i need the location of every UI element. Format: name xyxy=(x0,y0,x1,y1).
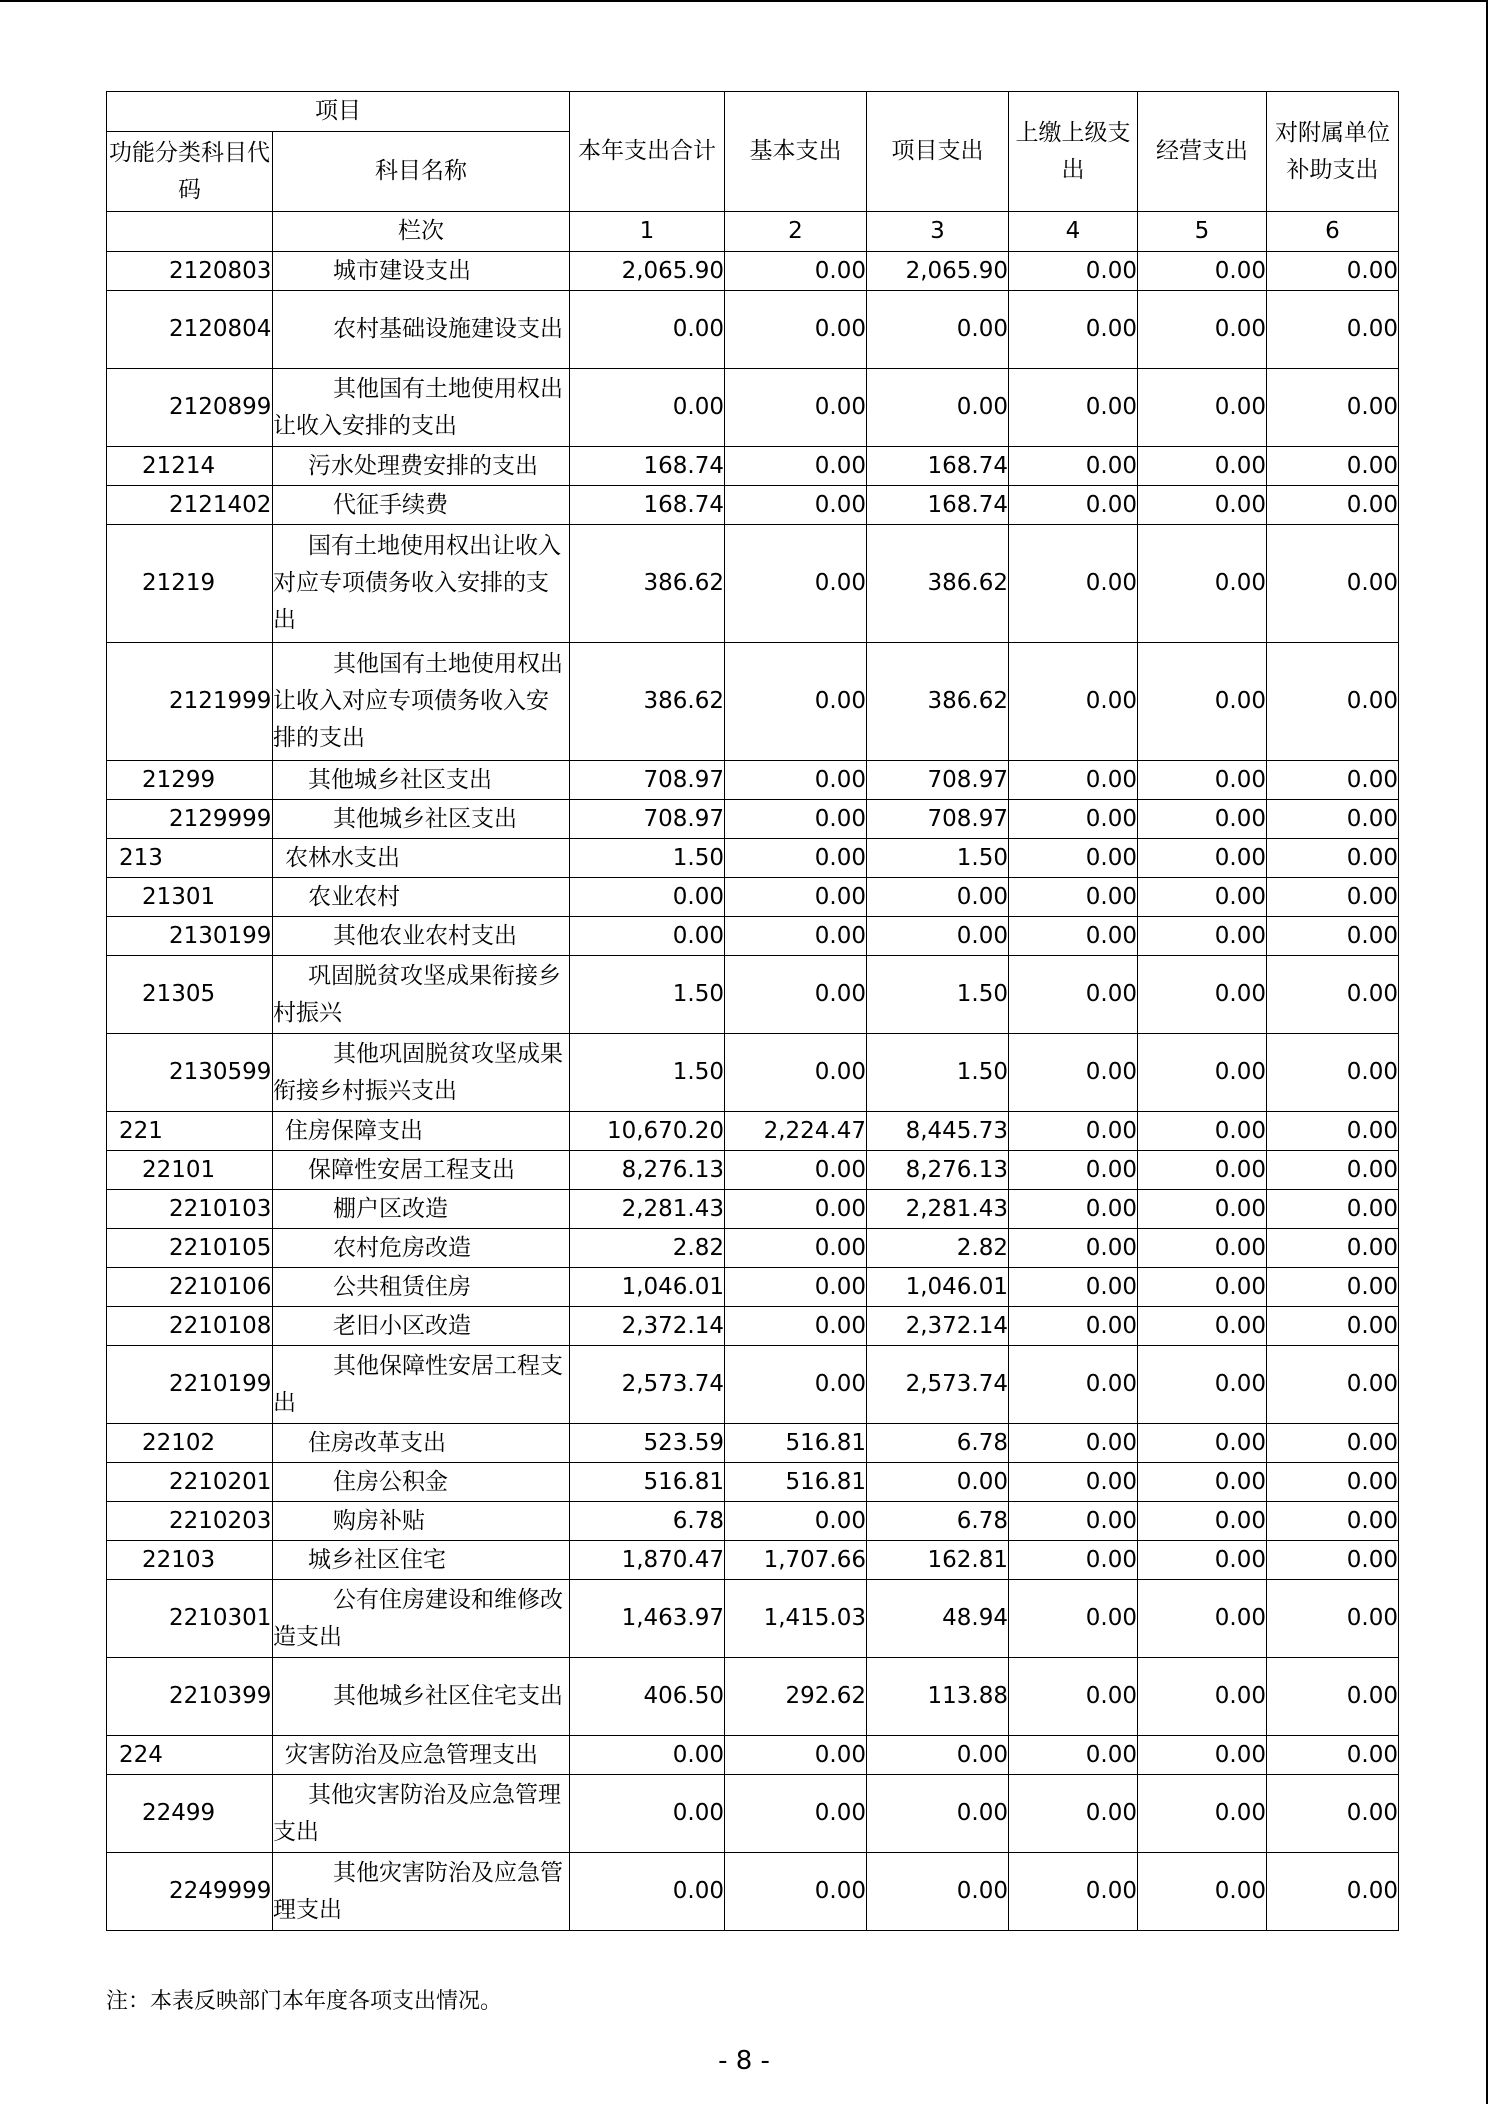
header-index-4: 4 xyxy=(1009,212,1138,252)
row-name: 公共租赁住房 xyxy=(273,1268,570,1307)
table-note: 注：本表反映部门本年度各项支出情况。 xyxy=(106,1989,503,2014)
row-value-col-4: 0.00 xyxy=(1009,1229,1138,1268)
header-index-5: 5 xyxy=(1138,212,1267,252)
row-value-col-4: 0.00 xyxy=(1009,1112,1138,1151)
row-value-col-6: 0.00 xyxy=(1267,839,1399,878)
row-value-col-4: 0.00 xyxy=(1009,1775,1138,1853)
row-value-col-5: 0.00 xyxy=(1138,1034,1267,1112)
row-value-col-1: 8,276.13 xyxy=(570,1151,725,1190)
row-code: 2120804 xyxy=(107,291,273,369)
row-value-col-2: 1,415.03 xyxy=(725,1580,867,1658)
row-name: 其他农业农村支出 xyxy=(273,917,570,956)
row-name: 灾害防治及应急管理支出 xyxy=(273,1736,570,1775)
header-index-6: 6 xyxy=(1267,212,1399,252)
row-value-col-5: 0.00 xyxy=(1138,1112,1267,1151)
header-name-label: 科目名称 xyxy=(273,132,570,212)
row-value-col-6: 0.00 xyxy=(1267,1541,1399,1580)
row-value-col-2: 0.00 xyxy=(725,525,867,643)
row-value-col-4: 0.00 xyxy=(1009,1307,1138,1346)
table-row xyxy=(107,1034,1399,1112)
row-value-col-2: 1,707.66 xyxy=(725,1541,867,1580)
row-value-col-3: 0.00 xyxy=(867,369,1009,447)
row-name: 住房保障支出 xyxy=(273,1112,570,1151)
row-name: 公有住房建设和维修改造支出 xyxy=(273,1580,570,1658)
row-code: 224 xyxy=(107,1736,273,1775)
row-value-col-6: 0.00 xyxy=(1267,447,1399,486)
row-value-col-1: 0.00 xyxy=(570,878,725,917)
table-body xyxy=(107,252,1399,1931)
row-value-col-2: 0.00 xyxy=(725,291,867,369)
row-value-col-1: 0.00 xyxy=(570,369,725,447)
row-value-col-2: 0.00 xyxy=(725,1736,867,1775)
table-row xyxy=(107,369,1399,447)
row-value-col-2: 0.00 xyxy=(725,252,867,291)
table-row xyxy=(107,1463,1399,1502)
row-code: 2210201 xyxy=(107,1463,273,1502)
row-value-col-5: 0.00 xyxy=(1138,1658,1267,1736)
row-value-col-1: 1,463.97 xyxy=(570,1580,725,1658)
row-value-col-2: 0.00 xyxy=(725,1190,867,1229)
row-value-col-3: 8,445.73 xyxy=(867,1112,1009,1151)
row-value-col-6: 0.00 xyxy=(1267,1658,1399,1736)
row-value-col-3: 0.00 xyxy=(867,878,1009,917)
row-value-col-4: 0.00 xyxy=(1009,252,1138,291)
row-value-col-2: 0.00 xyxy=(725,1307,867,1346)
row-value-col-6: 0.00 xyxy=(1267,1034,1399,1112)
header-col-3: 项目支出 xyxy=(867,92,1009,212)
row-name: 其他保障性安居工程支出 xyxy=(273,1346,570,1424)
header-index-2: 2 xyxy=(725,212,867,252)
row-value-col-4: 0.00 xyxy=(1009,643,1138,761)
row-value-col-6: 0.00 xyxy=(1267,643,1399,761)
row-name: 代征手续费 xyxy=(273,486,570,525)
row-value-col-3: 0.00 xyxy=(867,291,1009,369)
row-value-col-1: 168.74 xyxy=(570,486,725,525)
table-row xyxy=(107,1307,1399,1346)
row-value-col-1: 10,670.20 xyxy=(570,1112,725,1151)
row-code: 2210199 xyxy=(107,1346,273,1424)
header-col-2: 基本支出 xyxy=(725,92,867,212)
row-value-col-6: 0.00 xyxy=(1267,800,1399,839)
row-value-col-5: 0.00 xyxy=(1138,1346,1267,1424)
row-value-col-2: 2,224.47 xyxy=(725,1112,867,1151)
row-code: 2249999 xyxy=(107,1853,273,1931)
row-value-col-6: 0.00 xyxy=(1267,956,1399,1034)
header-col-5: 经营支出 xyxy=(1138,92,1267,212)
expenditure-table xyxy=(106,91,1399,1931)
row-value-col-2: 0.00 xyxy=(725,369,867,447)
row-value-col-2: 0.00 xyxy=(725,1502,867,1541)
table-row xyxy=(107,1736,1399,1775)
row-value-col-3: 708.97 xyxy=(867,800,1009,839)
row-value-col-3: 0.00 xyxy=(867,1463,1009,1502)
row-value-col-4: 0.00 xyxy=(1009,800,1138,839)
row-value-col-3: 168.74 xyxy=(867,447,1009,486)
row-value-col-1: 0.00 xyxy=(570,1775,725,1853)
table-row xyxy=(107,1424,1399,1463)
table-row xyxy=(107,486,1399,525)
row-value-col-6: 0.00 xyxy=(1267,1268,1399,1307)
row-name: 其他城乡社区住宅支出 xyxy=(273,1658,570,1736)
row-value-col-6: 0.00 xyxy=(1267,1112,1399,1151)
table-row xyxy=(107,1853,1399,1931)
row-code: 2130199 xyxy=(107,917,273,956)
table-row xyxy=(107,800,1399,839)
table-row xyxy=(107,1229,1399,1268)
table-row xyxy=(107,252,1399,291)
row-value-col-5: 0.00 xyxy=(1138,1424,1267,1463)
row-value-col-5: 0.00 xyxy=(1138,1268,1267,1307)
row-value-col-2: 0.00 xyxy=(725,486,867,525)
row-code: 2130599 xyxy=(107,1034,273,1112)
table-row xyxy=(107,1151,1399,1190)
row-value-col-6: 0.00 xyxy=(1267,1736,1399,1775)
row-value-col-3: 6.78 xyxy=(867,1502,1009,1541)
row-value-col-3: 1.50 xyxy=(867,839,1009,878)
row-name: 其他城乡社区支出 xyxy=(273,761,570,800)
row-value-col-5: 0.00 xyxy=(1138,878,1267,917)
row-value-col-3: 0.00 xyxy=(867,1736,1009,1775)
row-value-col-6: 0.00 xyxy=(1267,486,1399,525)
row-value-col-6: 0.00 xyxy=(1267,1580,1399,1658)
row-value-col-2: 516.81 xyxy=(725,1424,867,1463)
row-value-col-5: 0.00 xyxy=(1138,369,1267,447)
row-code: 21214 xyxy=(107,447,273,486)
row-code: 21299 xyxy=(107,761,273,800)
row-value-col-5: 0.00 xyxy=(1138,839,1267,878)
row-value-col-5: 0.00 xyxy=(1138,252,1267,291)
table-row xyxy=(107,1775,1399,1853)
table-row xyxy=(107,761,1399,800)
row-value-col-3: 2,372.14 xyxy=(867,1307,1009,1346)
row-value-col-1: 406.50 xyxy=(570,1658,725,1736)
header-index-blank xyxy=(107,212,273,252)
row-value-col-1: 2,065.90 xyxy=(570,252,725,291)
table-row xyxy=(107,1190,1399,1229)
row-value-col-6: 0.00 xyxy=(1267,1853,1399,1931)
row-value-col-3: 1.50 xyxy=(867,1034,1009,1112)
row-value-col-2: 0.00 xyxy=(725,1151,867,1190)
table-row xyxy=(107,1346,1399,1424)
table-row xyxy=(107,1580,1399,1658)
row-code: 21305 xyxy=(107,956,273,1034)
row-value-col-1: 386.62 xyxy=(570,643,725,761)
row-value-col-6: 0.00 xyxy=(1267,878,1399,917)
row-value-col-5: 0.00 xyxy=(1138,1853,1267,1931)
row-value-col-3: 2,281.43 xyxy=(867,1190,1009,1229)
row-value-col-5: 0.00 xyxy=(1138,917,1267,956)
header-index-3: 3 xyxy=(867,212,1009,252)
row-value-col-1: 0.00 xyxy=(570,1736,725,1775)
row-value-col-1: 386.62 xyxy=(570,525,725,643)
row-value-col-4: 0.00 xyxy=(1009,1424,1138,1463)
row-value-col-4: 0.00 xyxy=(1009,917,1138,956)
row-name: 其他灾害防治及应急管理支出 xyxy=(273,1853,570,1931)
row-value-col-4: 0.00 xyxy=(1009,1346,1138,1424)
row-value-col-4: 0.00 xyxy=(1009,1541,1138,1580)
row-name: 住房公积金 xyxy=(273,1463,570,1502)
row-value-col-4: 0.00 xyxy=(1009,291,1138,369)
row-value-col-6: 0.00 xyxy=(1267,1463,1399,1502)
row-name: 农林水支出 xyxy=(273,839,570,878)
row-value-col-2: 0.00 xyxy=(725,643,867,761)
header-index-label: 栏次 xyxy=(273,212,570,252)
page-number: - 8 - xyxy=(718,2046,770,2076)
row-value-col-3: 0.00 xyxy=(867,1775,1009,1853)
row-value-col-6: 0.00 xyxy=(1267,1190,1399,1229)
row-value-col-1: 2,573.74 xyxy=(570,1346,725,1424)
row-value-col-1: 6.78 xyxy=(570,1502,725,1541)
row-value-col-4: 0.00 xyxy=(1009,761,1138,800)
row-name: 国有土地使用权出让收入对应专项债务收入安排的支出 xyxy=(273,525,570,643)
row-value-col-3: 168.74 xyxy=(867,486,1009,525)
row-value-col-4: 0.00 xyxy=(1009,1463,1138,1502)
row-value-col-6: 0.00 xyxy=(1267,1502,1399,1541)
row-code: 21219 xyxy=(107,525,273,643)
row-name: 保障性安居工程支出 xyxy=(273,1151,570,1190)
row-name: 其他灾害防治及应急管理支出 xyxy=(273,1775,570,1853)
row-name: 其他城乡社区支出 xyxy=(273,800,570,839)
row-code: 2210105 xyxy=(107,1229,273,1268)
row-code: 2120803 xyxy=(107,252,273,291)
row-value-col-2: 0.00 xyxy=(725,917,867,956)
header-col-1: 本年支出合计 xyxy=(570,92,725,212)
row-value-col-5: 0.00 xyxy=(1138,1151,1267,1190)
page-top-border xyxy=(0,0,1488,2)
row-value-col-4: 0.00 xyxy=(1009,878,1138,917)
row-value-col-3: 386.62 xyxy=(867,643,1009,761)
table-row xyxy=(107,1658,1399,1736)
row-value-col-3: 2,573.74 xyxy=(867,1346,1009,1424)
row-value-col-3: 2,065.90 xyxy=(867,252,1009,291)
row-name: 农村基础设施建设支出 xyxy=(273,291,570,369)
row-value-col-2: 516.81 xyxy=(725,1463,867,1502)
row-value-col-2: 0.00 xyxy=(725,1034,867,1112)
row-value-col-3: 386.62 xyxy=(867,525,1009,643)
row-code: 22103 xyxy=(107,1541,273,1580)
row-code: 2210399 xyxy=(107,1658,273,1736)
row-value-col-2: 0.00 xyxy=(725,1229,867,1268)
row-value-col-6: 0.00 xyxy=(1267,1151,1399,1190)
table-row xyxy=(107,1112,1399,1151)
row-value-col-6: 0.00 xyxy=(1267,917,1399,956)
row-value-col-1: 2,372.14 xyxy=(570,1307,725,1346)
row-value-col-5: 0.00 xyxy=(1138,800,1267,839)
row-value-col-3: 48.94 xyxy=(867,1580,1009,1658)
row-value-col-6: 0.00 xyxy=(1267,252,1399,291)
row-value-col-2: 0.00 xyxy=(725,878,867,917)
table-row xyxy=(107,1502,1399,1541)
row-value-col-1: 0.00 xyxy=(570,291,725,369)
row-name: 农村危房改造 xyxy=(273,1229,570,1268)
row-value-col-1: 1.50 xyxy=(570,1034,725,1112)
row-value-col-4: 0.00 xyxy=(1009,839,1138,878)
table-row xyxy=(107,1541,1399,1580)
row-value-col-1: 516.81 xyxy=(570,1463,725,1502)
row-value-col-4: 0.00 xyxy=(1009,1853,1138,1931)
row-code: 21301 xyxy=(107,878,273,917)
row-value-col-6: 0.00 xyxy=(1267,291,1399,369)
row-value-col-6: 0.00 xyxy=(1267,369,1399,447)
row-name: 污水处理费安排的支出 xyxy=(273,447,570,486)
row-code: 213 xyxy=(107,839,273,878)
table-row xyxy=(107,839,1399,878)
row-value-col-4: 0.00 xyxy=(1009,1034,1138,1112)
row-value-col-3: 6.78 xyxy=(867,1424,1009,1463)
row-value-col-3: 1,046.01 xyxy=(867,1268,1009,1307)
row-value-col-3: 8,276.13 xyxy=(867,1151,1009,1190)
row-value-col-5: 0.00 xyxy=(1138,643,1267,761)
row-code: 2129999 xyxy=(107,800,273,839)
table-row xyxy=(107,291,1399,369)
row-value-col-3: 0.00 xyxy=(867,917,1009,956)
row-name: 农业农村 xyxy=(273,878,570,917)
row-name: 住房改革支出 xyxy=(273,1424,570,1463)
row-value-col-2: 0.00 xyxy=(725,761,867,800)
table-row xyxy=(107,956,1399,1034)
row-value-col-4: 0.00 xyxy=(1009,1736,1138,1775)
row-value-col-6: 0.00 xyxy=(1267,1424,1399,1463)
table-row xyxy=(107,917,1399,956)
table-row xyxy=(107,447,1399,486)
row-code: 2121402 xyxy=(107,486,273,525)
row-value-col-2: 0.00 xyxy=(725,1346,867,1424)
row-value-col-1: 0.00 xyxy=(570,1853,725,1931)
row-value-col-3: 113.88 xyxy=(867,1658,1009,1736)
row-value-col-4: 0.00 xyxy=(1009,525,1138,643)
row-value-col-2: 292.62 xyxy=(725,1658,867,1736)
row-value-col-3: 1.50 xyxy=(867,956,1009,1034)
row-code: 2210108 xyxy=(107,1307,273,1346)
row-value-col-5: 0.00 xyxy=(1138,1775,1267,1853)
row-value-col-1: 708.97 xyxy=(570,800,725,839)
row-code: 221 xyxy=(107,1112,273,1151)
header-col-4: 上缴上级支出 xyxy=(1009,92,1138,212)
row-value-col-5: 0.00 xyxy=(1138,956,1267,1034)
row-value-col-4: 0.00 xyxy=(1009,1151,1138,1190)
table-row xyxy=(107,1268,1399,1307)
row-value-col-5: 0.00 xyxy=(1138,291,1267,369)
row-code: 22499 xyxy=(107,1775,273,1853)
row-value-col-4: 0.00 xyxy=(1009,447,1138,486)
table-row xyxy=(107,878,1399,917)
row-value-col-1: 1.50 xyxy=(570,956,725,1034)
row-name: 其他国有土地使用权出让收入安排的支出 xyxy=(273,369,570,447)
row-value-col-5: 0.00 xyxy=(1138,1580,1267,1658)
row-value-col-4: 0.00 xyxy=(1009,369,1138,447)
row-value-col-5: 0.00 xyxy=(1138,1502,1267,1541)
row-value-col-6: 0.00 xyxy=(1267,761,1399,800)
row-value-col-1: 168.74 xyxy=(570,447,725,486)
row-name: 城市建设支出 xyxy=(273,252,570,291)
row-value-col-1: 2,281.43 xyxy=(570,1190,725,1229)
header-group-label: 项目 xyxy=(107,92,570,132)
row-value-col-3: 162.81 xyxy=(867,1541,1009,1580)
row-code: 2121999 xyxy=(107,643,273,761)
row-value-col-1: 523.59 xyxy=(570,1424,725,1463)
row-value-col-2: 0.00 xyxy=(725,839,867,878)
row-value-col-4: 0.00 xyxy=(1009,1268,1138,1307)
table-row xyxy=(107,525,1399,643)
row-value-col-4: 0.00 xyxy=(1009,486,1138,525)
row-value-col-6: 0.00 xyxy=(1267,1229,1399,1268)
row-name: 老旧小区改造 xyxy=(273,1307,570,1346)
row-value-col-5: 0.00 xyxy=(1138,1736,1267,1775)
row-value-col-2: 0.00 xyxy=(725,1775,867,1853)
row-value-col-5: 0.00 xyxy=(1138,1190,1267,1229)
row-value-col-6: 0.00 xyxy=(1267,1307,1399,1346)
header-index-1: 1 xyxy=(570,212,725,252)
row-value-col-1: 2.82 xyxy=(570,1229,725,1268)
row-code: 2120899 xyxy=(107,369,273,447)
row-value-col-6: 0.00 xyxy=(1267,1775,1399,1853)
row-value-col-5: 0.00 xyxy=(1138,447,1267,486)
row-value-col-1: 0.00 xyxy=(570,917,725,956)
row-value-col-2: 0.00 xyxy=(725,956,867,1034)
row-value-col-5: 0.00 xyxy=(1138,1463,1267,1502)
row-value-col-4: 0.00 xyxy=(1009,1502,1138,1541)
row-name: 巩固脱贫攻坚成果衔接乡村振兴 xyxy=(273,956,570,1034)
row-value-col-6: 0.00 xyxy=(1267,525,1399,643)
row-code: 2210301 xyxy=(107,1580,273,1658)
row-value-col-5: 0.00 xyxy=(1138,761,1267,800)
row-code: 2210203 xyxy=(107,1502,273,1541)
row-value-col-5: 0.00 xyxy=(1138,525,1267,643)
row-value-col-4: 0.00 xyxy=(1009,1190,1138,1229)
table-row xyxy=(107,643,1399,761)
row-value-col-3: 0.00 xyxy=(867,1853,1009,1931)
row-value-col-1: 1,870.47 xyxy=(570,1541,725,1580)
row-code: 22101 xyxy=(107,1151,273,1190)
row-value-col-4: 0.00 xyxy=(1009,1658,1138,1736)
row-value-col-1: 708.97 xyxy=(570,761,725,800)
row-value-col-2: 0.00 xyxy=(725,1268,867,1307)
row-code: 2210106 xyxy=(107,1268,273,1307)
row-value-col-5: 0.00 xyxy=(1138,1307,1267,1346)
row-name: 购房补贴 xyxy=(273,1502,570,1541)
header-col-6: 对附属单位补助支出 xyxy=(1267,92,1399,212)
row-code: 22102 xyxy=(107,1424,273,1463)
row-code: 2210103 xyxy=(107,1190,273,1229)
row-value-col-5: 0.00 xyxy=(1138,486,1267,525)
row-name: 棚户区改造 xyxy=(273,1190,570,1229)
row-value-col-5: 0.00 xyxy=(1138,1541,1267,1580)
row-value-col-6: 0.00 xyxy=(1267,1346,1399,1424)
row-value-col-1: 1,046.01 xyxy=(570,1268,725,1307)
row-value-col-3: 2.82 xyxy=(867,1229,1009,1268)
header-code-label: 功能分类科目代码 xyxy=(107,132,273,212)
row-value-col-4: 0.00 xyxy=(1009,1580,1138,1658)
row-value-col-1: 1.50 xyxy=(570,839,725,878)
row-name: 其他巩固脱贫攻坚成果衔接乡村振兴支出 xyxy=(273,1034,570,1112)
row-value-col-2: 0.00 xyxy=(725,1853,867,1931)
row-name: 城乡社区住宅 xyxy=(273,1541,570,1580)
row-value-col-3: 708.97 xyxy=(867,761,1009,800)
row-value-col-4: 0.00 xyxy=(1009,956,1138,1034)
row-value-col-5: 0.00 xyxy=(1138,1229,1267,1268)
row-value-col-2: 0.00 xyxy=(725,447,867,486)
row-name: 其他国有土地使用权出让收入对应专项债务收入安排的支出 xyxy=(273,643,570,761)
row-value-col-2: 0.00 xyxy=(725,800,867,839)
